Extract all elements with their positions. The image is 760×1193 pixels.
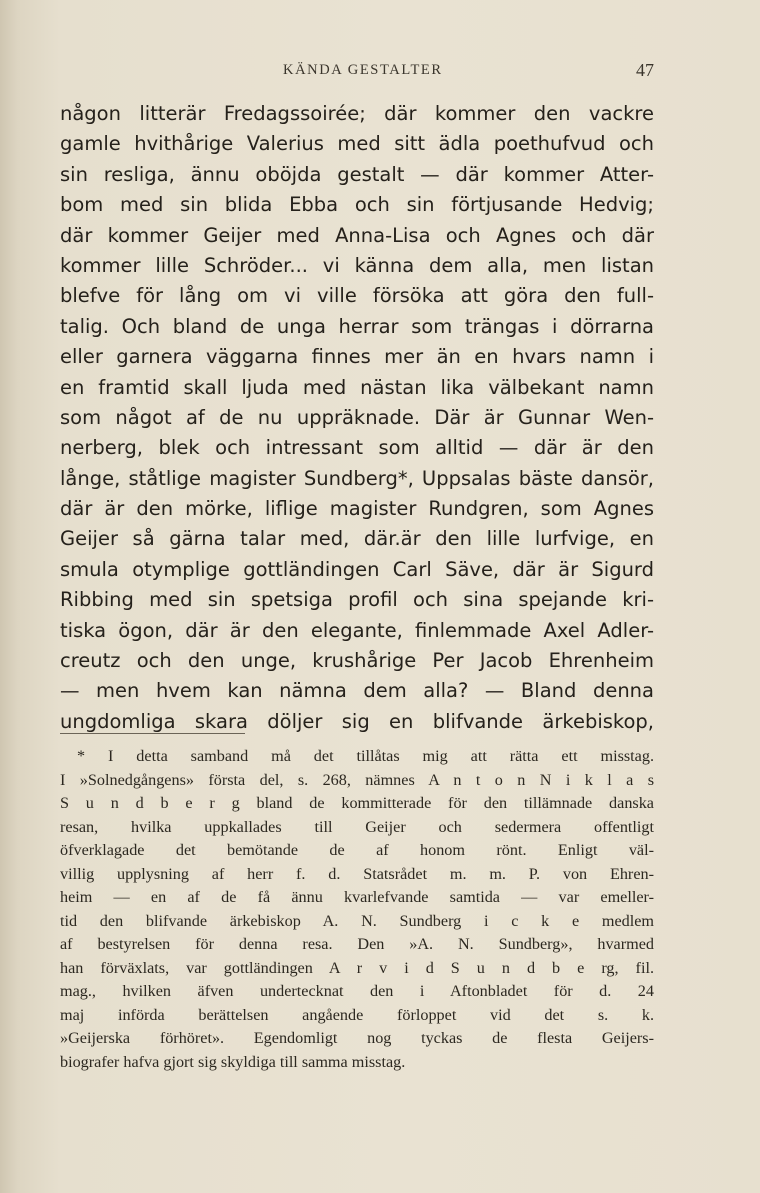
page-number: 47	[636, 60, 654, 80]
footnote-line: resan, hvilka uppkallades till Geijer och sedermera offentligt	[60, 817, 654, 836]
text-line: blefve för lång om vi ville försöka att göra den full-	[60, 284, 654, 308]
running-title: KÄNDA GESTALTER	[283, 62, 443, 78]
text-line: eller garnera väggarna finnes mer än en hvars namn i	[60, 345, 654, 369]
text-line: där kommer Geijer med Anna-Lisa och Agnes och där	[60, 223, 654, 247]
footnote-line: mag., hvilken äfven undertecknat den i Aftonbladet för d. 24	[60, 982, 654, 1000]
text-line: gamle hvithårige Valerius med sitt ädla poethufvud och	[60, 132, 654, 156]
text-line: långe, ståtlige magister Sundberg*, Uppsalas bäste dansör,	[60, 466, 654, 490]
footnote-line: I »Solnedgångens» första del, s. 268, nämnes A n t o n N i k l a s	[60, 770, 654, 789]
text-line: bom med sin blida Ebba och sin förtjusande Hedvig;	[60, 193, 654, 217]
footnote-line: tid den blifvande ärkebiskop A. N. Sundberg i c k e medlem	[60, 911, 654, 930]
text-line: kommer lille Schröder... vi känna dem alla, men listan	[60, 253, 654, 277]
text-line: — men hvem kan nämna dem alla? — Bland denna	[60, 679, 654, 703]
footnote-line: villig upplysning af herr f. d. Statsrådet m. m. P. von Ehren-	[60, 864, 654, 883]
text-line: tiska ögon, där är den elegante, finlemmade Axel Adler-	[60, 618, 654, 642]
footnote-line: af bestyrelsen för denna resa. Den »A. N. Sundberg», hvarmed	[60, 935, 654, 953]
footnote-line: maj införda berättelsen angående förloppet vid det s. k.	[60, 1005, 654, 1024]
main-text	[60, 99, 654, 737]
footnote-line: biografer hafva gjort sig skyldiga till samma misstag.	[60, 1052, 406, 1071]
text-line: där är den mörke, liflige magister Rundgren, som Agnes	[60, 497, 654, 521]
text-line: som något af de nu uppräknade. Där är Gunnar Wen-	[60, 405, 654, 429]
footnote-line: S u n d b e r g bland de kommitterade för den tillämnade danska	[60, 794, 654, 812]
text-line: nerberg, blek och intressant som alltid — där är den	[60, 436, 654, 460]
text-line: smula otymplige gottländingen Carl Säve, där är Sigurd	[60, 557, 654, 581]
footnote-line: han förväxlats, var gottländingen A r v i d S u n d b e rg, fil.	[60, 958, 654, 977]
text-line: Geijer så gärna talar med, där.är den lille lurfvige, en	[60, 527, 654, 551]
text-line: sin resliga, ännu oböjda gestalt — där kommer Atter-	[60, 162, 654, 186]
footnote-line: öfverklagade det bemötande de af honom rönt. Enligt väl-	[60, 841, 654, 859]
text-line: ungdomliga skara döljer sig en blifvande ärkebiskop,	[60, 709, 654, 733]
page-header	[60, 60, 654, 82]
text-line: creutz och den unge, krushårige Per Jacob Ehrenheim	[60, 649, 654, 673]
footnote-line: heim — en af de få ännu kvarlefvande samtida — var emeller-	[60, 888, 654, 906]
text-line: en framtid skall ljuda med nästan lika välbekant namn	[60, 375, 654, 399]
text-line: talig. Och bland de unga herrar som trängas i dörrarna	[60, 314, 654, 338]
footnote-line: »Geijerska förhöret». Egendomligt nog tyckas de flesta Geijers-	[60, 1029, 654, 1047]
text-line: någon litterär Fredagssoirée; där kommer den vackre	[60, 102, 654, 125]
footnote-divider	[60, 733, 245, 734]
footnote-line: * I detta samband må det tillåtas mig att rätta ett misstag.	[77, 747, 654, 765]
footnote	[60, 745, 654, 1074]
text-line: Ribbing med sin spetsiga profil och sina spejande kri-	[60, 588, 654, 612]
